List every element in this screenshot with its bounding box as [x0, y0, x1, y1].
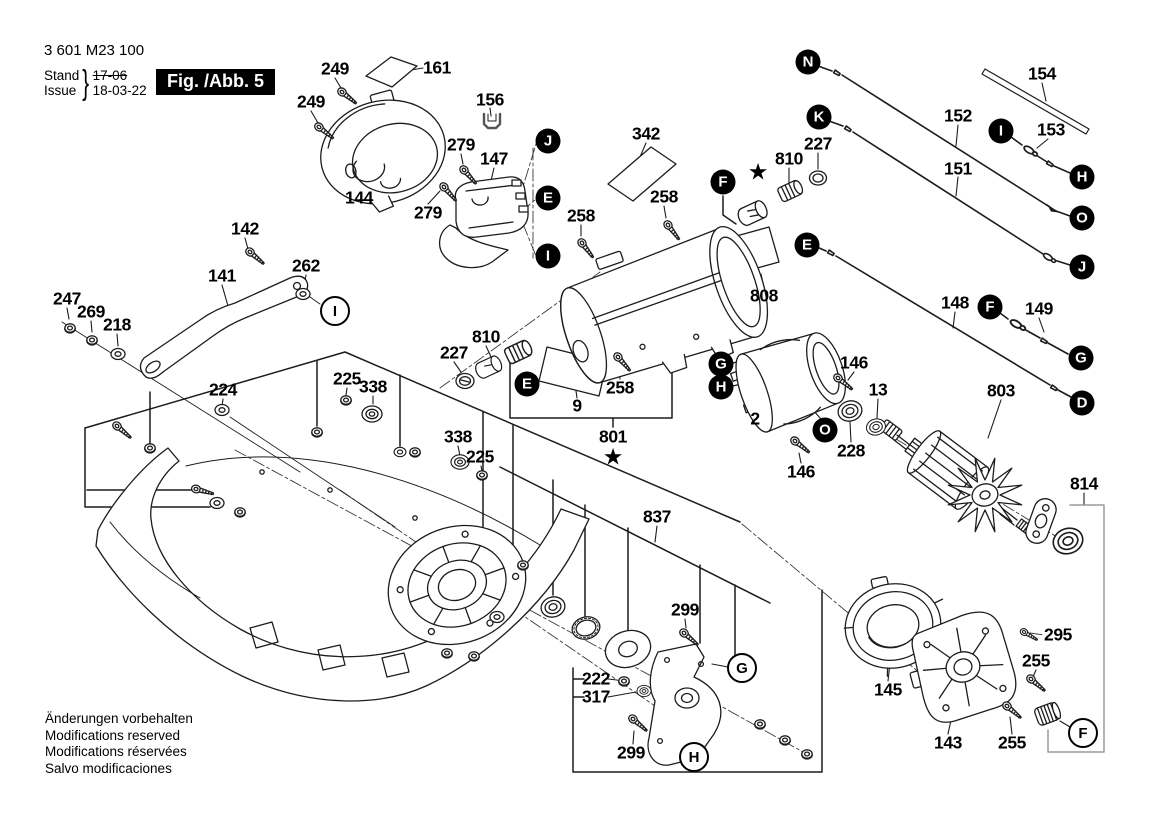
part-label-2: 2 [750, 408, 760, 429]
part-label-814: 814 [1070, 473, 1098, 494]
ref-letter-N: N [796, 50, 821, 75]
part-label-258: 258 [650, 186, 678, 207]
part-label-9: 9 [572, 395, 582, 416]
ref-letter-D: D [1070, 391, 1095, 416]
footer-line-es: Salvo modificaciones [45, 760, 172, 776]
part-label-141: 141 [208, 265, 236, 286]
part-label-299: 299 [617, 742, 645, 763]
figure-badge: Fig. /Abb. 5 [156, 69, 275, 95]
part-label-247: 247 [53, 288, 81, 309]
part-label-255: 255 [998, 732, 1026, 753]
ref-letter-F: F [711, 170, 736, 195]
star-symbol: ★ [602, 443, 624, 470]
ref-letter-K: K [807, 105, 832, 130]
part-label-144: 144 [345, 187, 373, 208]
part-label-295: 295 [1044, 624, 1072, 645]
ref-letter-I: I [536, 244, 561, 269]
part-label-258: 258 [606, 377, 634, 398]
part-label-146: 146 [840, 352, 868, 373]
ref-letter-J: J [536, 129, 561, 154]
part-label-13: 13 [868, 379, 888, 400]
part-label-228: 228 [837, 440, 865, 461]
ref-letter-J: J [1070, 255, 1095, 280]
ref-letter-O: O [813, 418, 838, 443]
part-label-146: 146 [787, 461, 815, 482]
part-label-808: 808 [750, 285, 778, 306]
ref-letter-I: I [989, 119, 1014, 144]
part-label-338: 338 [359, 376, 387, 397]
part-label-837: 837 [643, 506, 671, 527]
footer-line-fr: Modifications réservées [45, 744, 187, 759]
part-label-142: 142 [231, 218, 259, 239]
ref-letter-H: H [709, 375, 734, 400]
footer-line-en: Modifications reserved [45, 727, 181, 743]
part-label-279: 279 [447, 134, 475, 155]
part-label-249: 249 [321, 58, 349, 79]
part-label-154: 154 [1028, 63, 1056, 84]
ref-letter-G: G [709, 352, 734, 377]
star-symbol: ★ [747, 158, 769, 185]
ref-letter-I: I [320, 296, 350, 326]
part-label-810: 810 [775, 148, 803, 169]
part-label-262: 262 [292, 255, 320, 276]
title-block [44, 42, 147, 102]
part-label-225: 225 [466, 446, 494, 467]
document-part-number: 3 601 M23 100 [44, 42, 145, 59]
footer-notes [45, 711, 193, 777]
part-label-269: 269 [77, 301, 105, 322]
part-label-255: 255 [1022, 650, 1050, 671]
ref-letter-O: O [1070, 206, 1095, 231]
part-label-153: 153 [1037, 119, 1065, 140]
ref-letter-E: E [795, 233, 820, 258]
ref-letter-H: H [1070, 165, 1095, 190]
part-label-148: 148 [941, 292, 969, 313]
part-label-338: 338 [444, 426, 472, 447]
part-label-156: 156 [476, 89, 504, 110]
part-label-279: 279 [414, 202, 442, 223]
part-label-227: 227 [804, 133, 832, 154]
issue-label: Issue [44, 83, 77, 98]
ref-letter-E: E [515, 372, 540, 397]
ref-letter-G: G [727, 653, 757, 683]
part-label-810: 810 [472, 326, 500, 347]
ref-letter-G: G [1069, 346, 1094, 371]
part-label-227: 227 [440, 342, 468, 363]
ref-letter-F: F [1068, 718, 1098, 748]
part-label-342: 342 [632, 123, 660, 144]
footer-line-de: Änderungen vorbehalten [45, 711, 193, 726]
part-label-299: 299 [671, 599, 699, 620]
part-label-145: 145 [874, 679, 902, 700]
brace-glyph: } [82, 64, 90, 102]
ref-letter-E: E [536, 186, 561, 211]
issue-date: 18-03-22 [92, 83, 147, 98]
part-label-151: 151 [944, 158, 972, 179]
part-label-161: 161 [423, 57, 451, 78]
part-label-258: 258 [567, 205, 595, 226]
part-label-143: 143 [934, 732, 962, 753]
part-label-803: 803 [987, 380, 1015, 401]
stand-label: Stand [44, 68, 80, 83]
part-label-224: 224 [209, 379, 237, 400]
part-label-218: 218 [103, 314, 131, 335]
issue-row [44, 64, 147, 102]
part-label-249: 249 [297, 91, 325, 112]
part-label-147: 147 [480, 148, 508, 169]
superseded-date: 17-06 [92, 68, 128, 83]
part-label-152: 152 [944, 105, 972, 126]
part-label-225: 225 [333, 368, 361, 389]
part-label-149: 149 [1025, 298, 1053, 319]
part-label-317: 317 [582, 686, 610, 707]
ref-letter-F: F [978, 295, 1003, 320]
ref-letter-H: H [679, 742, 709, 772]
part-label-222: 222 [582, 668, 610, 689]
part-label-801: 801 [599, 426, 627, 447]
